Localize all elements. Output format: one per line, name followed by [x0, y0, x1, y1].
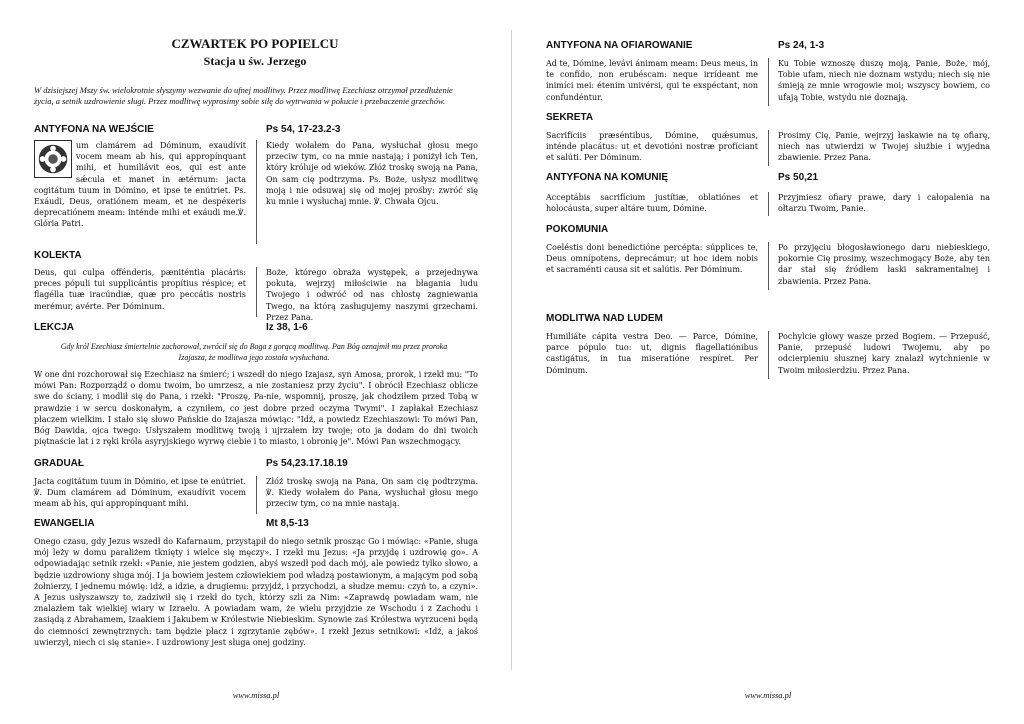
communion-polish: Przyjmiesz ofiary prawe, dary i całopalenia na ołtarzu Twoim, Panie. [778, 193, 990, 214]
introit-latin-text: um clamárem ad Dóminum, exaudívit vocem meam ab his, qui appropínquant mihi, et humiliávit eos, qui est ante sǽcula et manet in ætérnum: jacta cogitátum tuum in Dómino, et ipse te enútriet. Ps. Exáudi, Deus, oratiónem meam, et ne despéxeris deprecatiónem meam: inténde mihi et exáudi me.℣. Glória Patri. [34, 141, 246, 229]
offertory-ref: Ps 24, 1-3 [778, 40, 825, 51]
gradual-latin: Jacta cogitátum tuum in Dómino, et ipse te enútriet. ℣. Dum clamárem ad Dóminum, exaudívit vocem meam ab his, qui appropínquant mihi. [34, 477, 246, 509]
gospel-heading: EWANGELIA [34, 518, 95, 529]
postcommunion-latin: Coeléstis doni benedictióne percépta: súpplices te, Deus omnípotens, deprecámur; ut hoc idem nobis et sacraménti causa sit et salútis. Per Dóminum. [546, 243, 758, 275]
lesson-ref: Iz 38, 1-6 [266, 322, 308, 333]
gospel-text: Onego czasu, gdy Jezus wszedł do Kafarnaum, przystąpił do niego setnik prosząc Go i mówiąc: «Panie, sługa mój leży w domu paraliżem tknięty i wielce się męczy». I rzekł mu Jezus: «Ja przyjdę i uzdrowię go». A odpowiadając setnik rzekł: «Panie, nie jestem godzien, abyś wszedł pod dach mój, ale powiedz tylko słowo, a będzie uzdrowiony sługa mój. I ja bowiem jestem człowiekiem pod władzą postawionym, a mającym pod sobą żołnierzy, I jednemu mówię: idź, a idzie, a drugiemu: przyjdź, i przychodzi, a słudze memu: czyń to, a czyni». A Jezus usłyszawszy to, zadziwił się i rzekł do tych, którzy szli za Nim: «Zaprawdę powiadam wam, nie znalazłem tak wielkiej wiary w Izraelu. A powiadam wam, że wielu przyjdzie ze Wschodu i z Zachodu i zasiądą z Abrahamem, Izaakiem i Jakubem w Królestwie Niebieskim. Synowie zaś Królestwa wyrzuceni będą do ciemności zewnętrznych: tam będzie płacz i zgrzytanie zębów». I rzekł Jezus setnikowi: «Idź, a jakoś uwierzył, niech ci się stanie». I uzdrowiony jest sługa onej godziny. [34, 537, 478, 647]
decorated-initial-icon [34, 140, 72, 178]
footer-link[interactable]: www.missa.pl [232, 690, 280, 700]
column-divider [256, 267, 257, 317]
secret-latin: Sacrifíciis præséntibus, Dómine, quǽsumus, inténde placátus: ut et devotióni nostræ profíciant et salúti. Per Dóminum. [546, 131, 758, 163]
over-people-heading: MODLITWA NAD LUDEM [546, 313, 663, 324]
over-people-polish: Pochylcie głowy wasze przed Bogiem. — Przepuść, Panie, przepuść ludowi Twojemu, aby po odcierpieniu słusznej kary znalazł wytchnienie w Twoim miłosierdziu. Przez Pana. [778, 332, 990, 375]
communion-heading: ANTYFONA NA KOMUNIĘ [546, 172, 669, 183]
intro-text: W dzisiejszej Mszy św. wielokrotnie słyszymy wezwanie do ufnej modlitwy. Przez modlitwę Ezechiasz otrzymał przedłużenie życia, a setnik uzdrowienie sługi. Przez modlitwę wyprosimy sobie siłę do wytrwania w pokucie i przebaczenie grzechów. [34, 85, 453, 106]
page-subtitle: Stacja u św. Jerzego [203, 54, 307, 68]
column-divider [768, 130, 769, 166]
postcommunion-polish: Po przyjęciu błogosławionego daru niebieskiego, pokornie Cię prosimy, wszechmogący Boże, aby ten dar stał się źródłem łaski sakramentalnej i zbawienia. Przez Pana. [778, 243, 990, 286]
gospel-ref: Mt 8,5-13 [266, 518, 309, 529]
secret-polish: Prosimy Cię, Panie, wejrzyj łaskawie na tę ofiarę, niech nas utwierdzi w Twojej służbie i wyjedna zbawienie. Przez Pana. [778, 131, 990, 163]
column-divider [768, 331, 769, 379]
communion-ref: Ps 50,21 [778, 172, 819, 183]
collect-heading: KOLEKTA [34, 250, 82, 261]
column-divider [256, 140, 257, 244]
offertory-latin: Ad te, Dómine, levávi ánimam meam: Deus meus, in te confído, non erubéscam: neque irrídeant me inimíci mei: étenim univérsi, qui te exspéctant, non confundéntur. [546, 59, 758, 102]
collect-latin: Deus, qui culpa offénderis, pæniténtia placáris: preces pópuli tui supplicántis propítius réspice; et flagélla tuæ iracúndiæ, quæ pro peccátis nostris merémur, avérte. Per Dóminum. [34, 268, 246, 311]
collect-polish: Boże, którego obraża występek, a przejednywa pokuta, wejrzyj miłościwie na błagania ludu Twojego i odwróć od nas chłostę zagniewania Twego, na którą zasługujemy naszymi grzechami. Przez Pana. [266, 268, 478, 322]
page-title: CZWARTEK PO POPIELCU [171, 36, 339, 51]
gradual-heading: GRADUAŁ [34, 458, 84, 469]
introit-ref: Ps 54, 17-23.2-3 [266, 124, 341, 135]
communion-latin: Acceptábis sacrifícium justítiæ, oblatiónes et holocáusta, super altáre tuum, Dómine. [546, 193, 758, 214]
column-divider [256, 476, 257, 514]
gradual-ref: Ps 54,23.17.18.19 [266, 458, 348, 469]
postcommunion-heading: POKOMUNIA [546, 224, 609, 235]
secret-heading: SEKRETA [546, 112, 594, 123]
gradual-polish: Złóż troskę swoją na Pana, On sam cię podtrzyma. ℣. Kiedy wołałem do Pana, wysłuchał głosu mego przeciw tym, co na mnie nastają. [266, 477, 478, 509]
column-divider [768, 58, 769, 106]
footer-link[interactable]: www.missa.pl [744, 690, 792, 700]
over-people-latin: Humiliáte cápita vestra Deo. — Parce, Dómine, parce pópulo tuo: ut, dignis flagellatiónibus castigátus, in tua miseratióne respíret. Per Dóminum. [546, 332, 758, 375]
lesson-heading: LEKCJA [34, 322, 75, 333]
lesson-text: W one dni rozchorował się Ezechiasz na śmierć; i wszedł do niego Izajasz, syn Amosa, prorok, i rzekł mu: "To mówi Pan: Rozporządź o domu twoim, bo umrzesz, a nie zostaniesz przy życiu". I obrócił Ezechiasz oblicze swe do ściany, i modlił się do Pana, i rzekł: "Proszę, Pa-nie, wspomnij, proszę, jak chodziłem przed Tobą w prawdzie i w sercu doskonałym, a czyniłem, co jest dobre przed oczyma Twymi". I zapłakał Ezechiasz płaczem wielkim. I stało się słowo Pańskie do Izajasza mówiąc: "Idź, a powiedz Ezechiaszowi: To mówi Pan, Bóg Dawida, ojca twego: Usłyszałem modlitwę twoją i ujrzałem łzy twoje; oto ja dodam do dni twoich piętnaście lat i z ręki króla asyryjskiego wyrwę ciebie i to miasto, i obronię je". Mówi Pan wszechmogący. [34, 370, 478, 447]
offertory-polish: Ku Tobie wznoszę duszę moją, Panie, Boże, mój, Tobie ufam, niech nie doznam wstydu; niech się nie śmieją ze mnie wrogowie moi; wszyscy bowiem, co ufają Tobie, wstydu nie doznają. [778, 59, 990, 102]
right-page [512, 0, 1024, 724]
column-divider [768, 192, 769, 216]
introit-latin [34, 140, 246, 230]
column-divider [768, 242, 769, 290]
introit-heading: ANTYFONA NA WEJŚCIE [34, 124, 154, 135]
offertory-heading: ANTYFONA NA OFIAROWANIE [546, 40, 693, 51]
lesson-intro: Gdy król Ezechiasz śmiertelnie zachorował, zwrócił się do Boga z gorącą modlitwą. Pan Bóg oznajmił mu przez proroka Izajasza, że modlitwa jego została wysłuchana. [60, 342, 448, 362]
introit-polish: Kiedy wołałem do Pana, wysłuchał głosu mego przeciw tym, co na mnie nastają; i poniżył ich Ten, który króluje od wieków. Złóż troskę swoją na Pana, On sam cię podtrzyma. Ps. Boże, usłysz modlitwę moją i nie odsuwaj się od mojej prośby: zwróć się ku mnie i wysłuchaj mnie. ℣. Chwała Ojcu. [266, 141, 478, 207]
